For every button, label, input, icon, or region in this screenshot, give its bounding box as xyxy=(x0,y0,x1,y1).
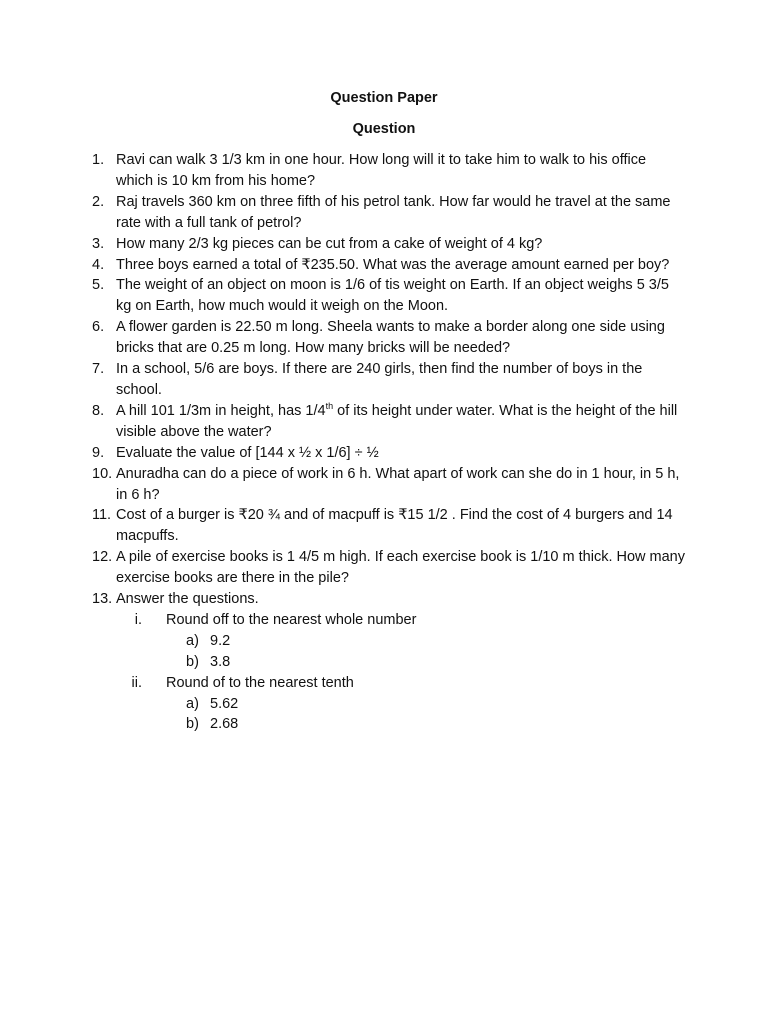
question-text-part: A hill 101 1/3m in height, has 1/4 xyxy=(116,402,326,419)
question-text: Raj travels 360 km on three fifth of his petrol tank. How far would he travel at the same rate with a full tank of petrol? xyxy=(116,193,671,231)
option-item xyxy=(0,652,768,673)
question-number: 1. xyxy=(92,152,105,168)
question-number: 12. xyxy=(92,549,113,566)
question-number: 3. xyxy=(92,235,105,252)
question-number: 7. xyxy=(92,361,105,378)
question-item xyxy=(0,505,768,547)
subquestion-text: Round off to the nearest whole number xyxy=(166,611,417,628)
option-label: b) xyxy=(186,716,199,733)
question-item xyxy=(0,234,768,255)
question-number: 6. xyxy=(92,319,105,336)
option-label: a) xyxy=(186,695,199,712)
question-item xyxy=(0,359,768,401)
option-item xyxy=(0,631,768,652)
question-number: 13. xyxy=(92,591,113,608)
question-text: Evaluate the value of [144 x ½ x 1/6] ÷ ½ xyxy=(116,444,379,461)
question-list xyxy=(0,150,768,735)
option-value: 5.62 xyxy=(210,695,239,712)
section-heading: Question xyxy=(352,121,416,137)
question-item xyxy=(0,589,768,610)
question-item xyxy=(0,275,768,317)
question-item xyxy=(0,150,768,192)
question-item xyxy=(0,317,768,359)
option-value: 3.8 xyxy=(210,653,231,670)
page-title: Question Paper xyxy=(330,90,438,106)
question-item xyxy=(0,255,768,276)
question-text: A flower garden is 22.50 m long. Sheela wants to make a border along one side using bricks that are 0.25 m long. How many bricks will be needed? xyxy=(116,319,665,357)
option-item xyxy=(0,694,768,715)
question-number: 4. xyxy=(92,256,105,273)
question-item xyxy=(0,401,768,443)
question-item xyxy=(0,443,768,464)
subquestion-item xyxy=(0,673,768,694)
question-text: In a school, 5/6 are boys. If there are 240 girls, then find the number of boys in the school. xyxy=(116,361,643,398)
question-text: Cost of a burger is ₹20 ¾ and of macpuff is ₹15 1/2 . Find the cost of 4 burgers and 14 macpuffs. xyxy=(116,507,673,545)
question-number: 8. xyxy=(92,402,105,419)
question-number: 2. xyxy=(92,193,105,210)
question-number: 10. xyxy=(92,465,113,482)
subquestion-number: ii. xyxy=(131,674,142,691)
question-number: 5. xyxy=(92,277,105,294)
question-number: 9. xyxy=(92,444,105,461)
question-text: The weight of an object on moon is 1/6 of tis weight on Earth. If an object weighs 5 3/5 kg on Earth, how much would it weigh on the Moon. xyxy=(116,277,669,315)
question-text: Three boys earned a total of ₹235.50. What was the average amount earned per boy? xyxy=(116,256,670,273)
subquestion-text: Round of to the nearest tenth xyxy=(166,674,354,691)
question-item xyxy=(0,192,768,234)
option-value: 9.2 xyxy=(210,632,231,649)
subquestion-number: i. xyxy=(134,611,142,628)
question-item xyxy=(0,547,768,589)
question-number: 11. xyxy=(92,507,112,524)
option-item xyxy=(0,714,768,735)
question-text-part: of its height under water. What is the height of the hill visible above the water? xyxy=(116,402,678,440)
question-text: A pile of exercise books is 1 4/5 m high. If each exercise book is 1/10 m thick. How many exercise books are there in the pile? xyxy=(116,549,685,587)
ordinal-superscript: th xyxy=(325,401,334,412)
question-text: Ravi can walk 3 1/3 km in one hour. How long will it to take him to walk to his office which is 10 km from his home? xyxy=(116,152,647,189)
option-value: 2.68 xyxy=(210,716,239,733)
option-label: a) xyxy=(186,632,199,649)
question-text: Anuradha can do a piece of work in 6 h. What apart of work can she do in 1 hour, in 5 h, in 6 h? xyxy=(116,465,680,503)
question-text: How many 2/3 kg pieces can be cut from a cake of weight of 4 kg? xyxy=(116,235,543,252)
question-text: Answer the questions. xyxy=(116,591,259,608)
question-text xyxy=(116,401,682,443)
option-label: b) xyxy=(186,653,199,670)
subquestion-item xyxy=(0,610,768,631)
question-item xyxy=(0,464,768,506)
